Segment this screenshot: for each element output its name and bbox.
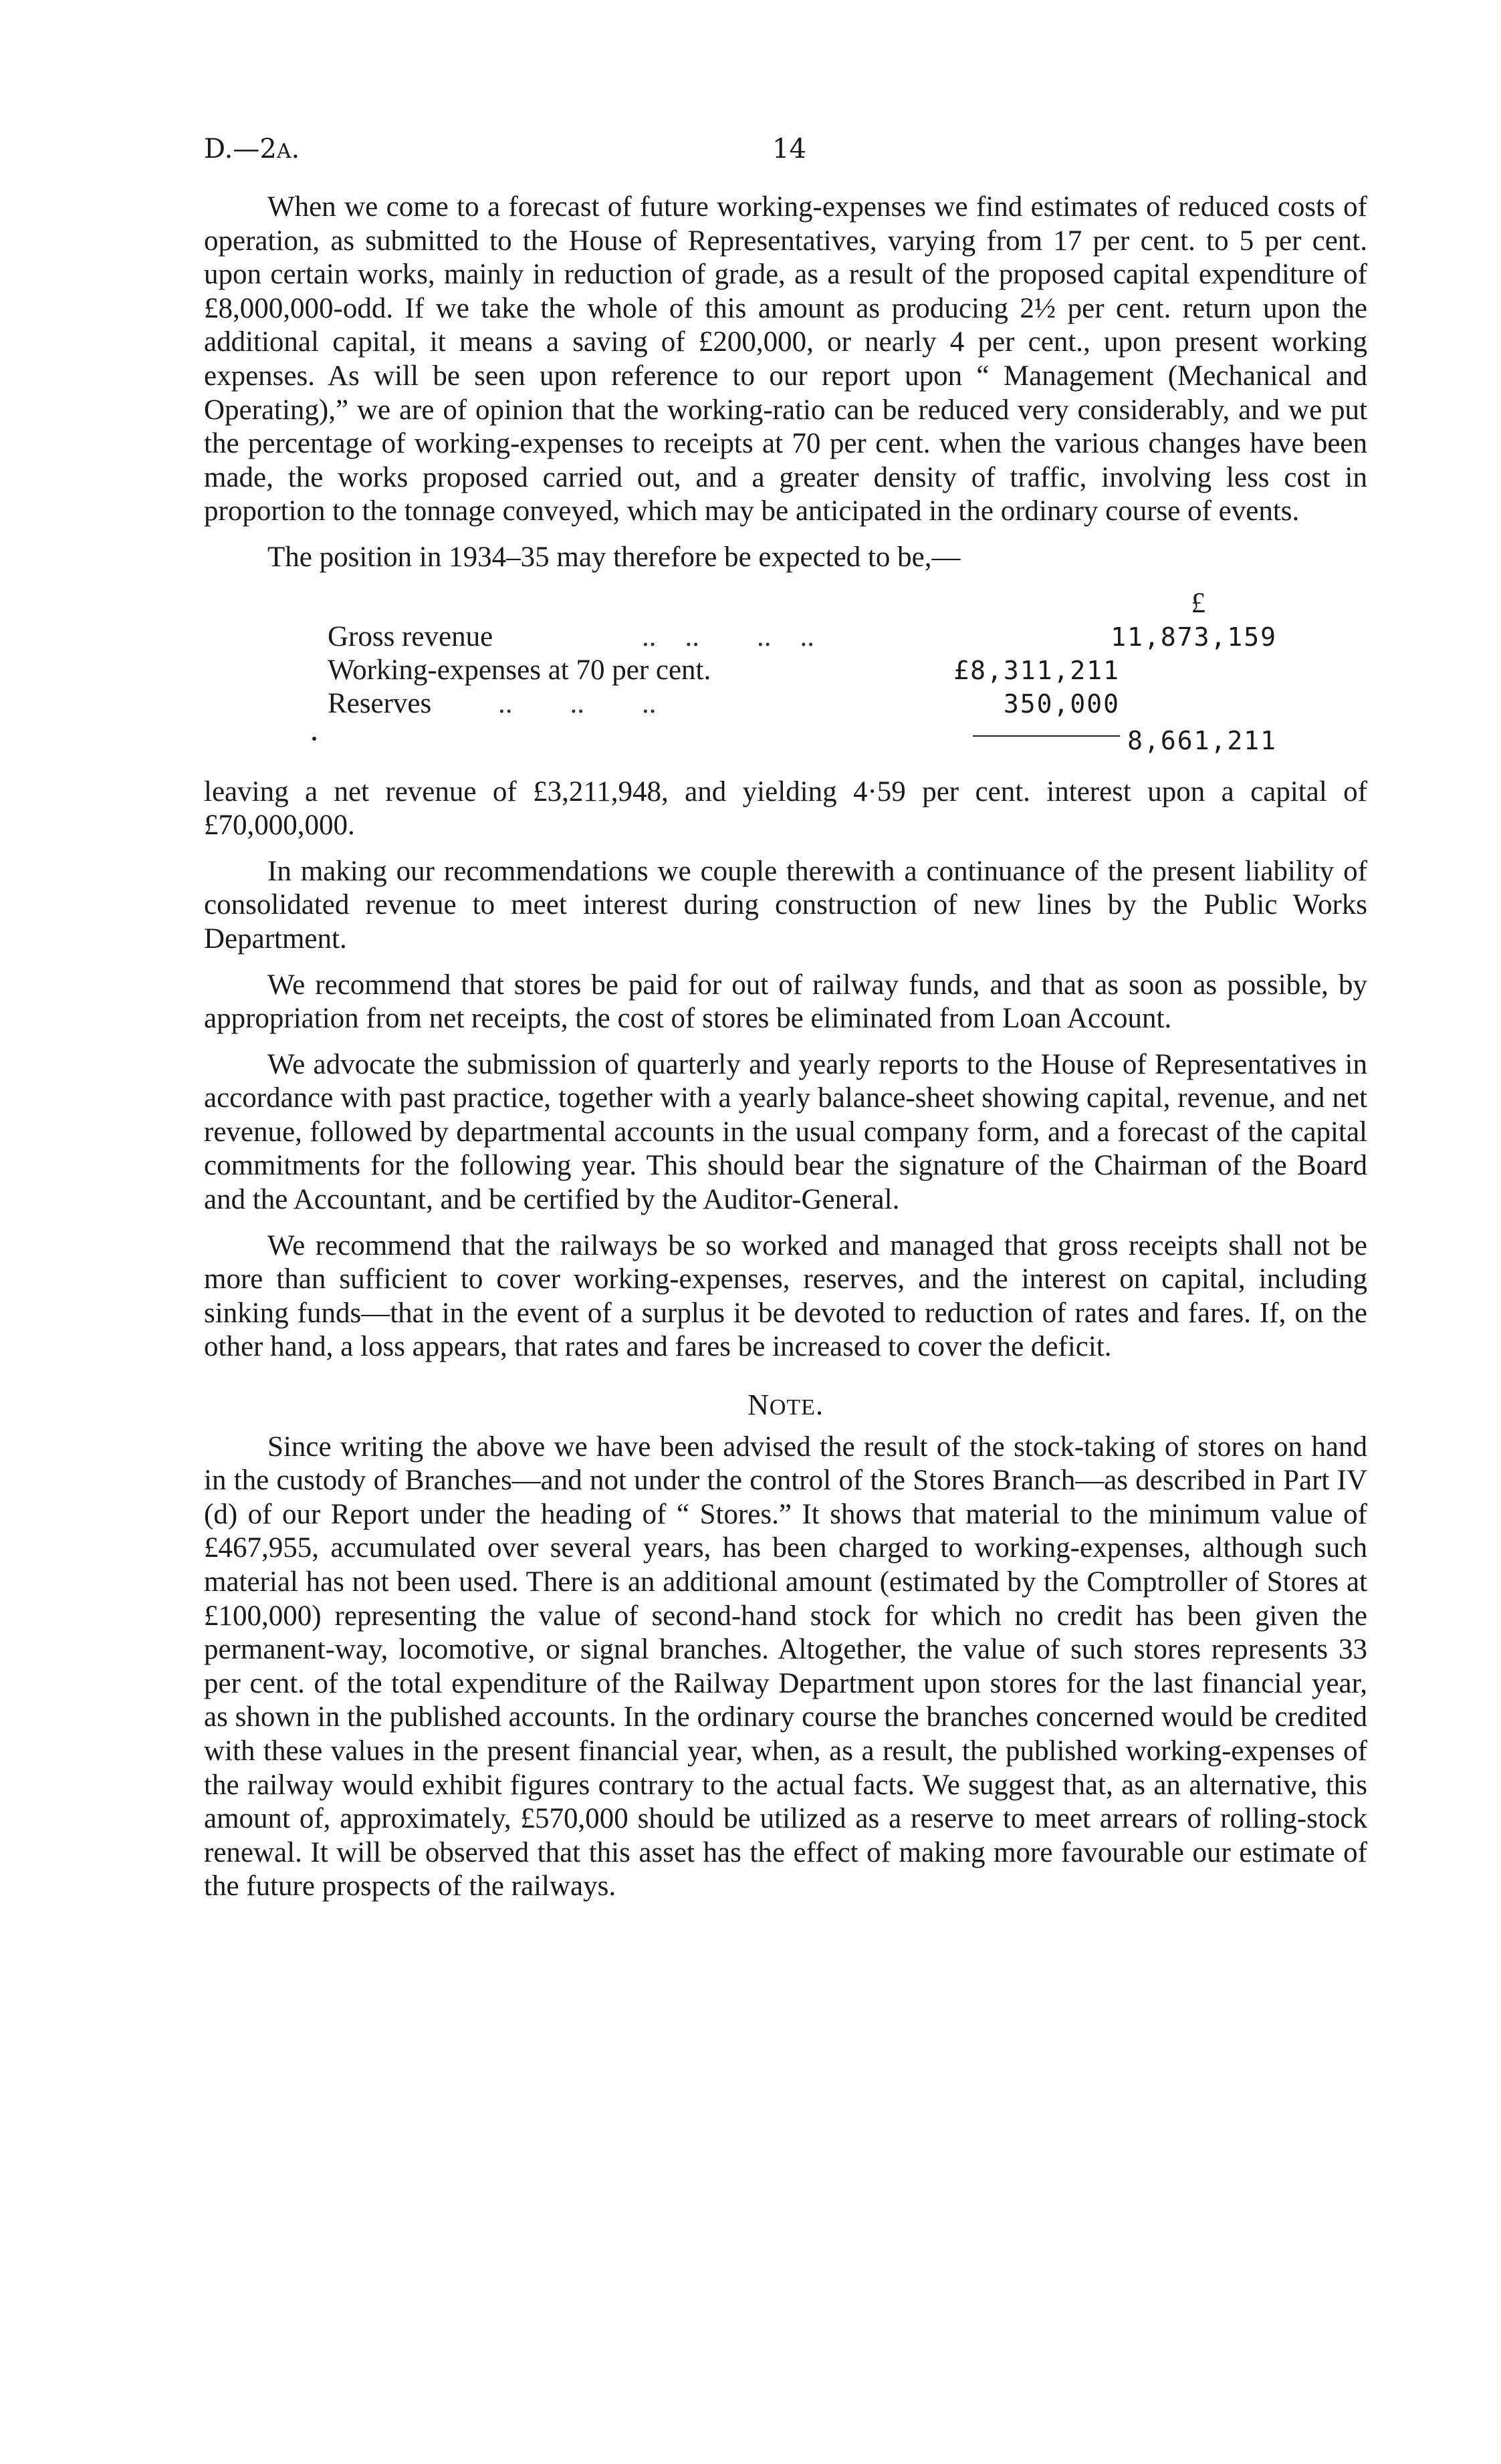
total-row <box>204 724 1367 757</box>
reserves-label: Reserves <box>328 687 432 719</box>
gross-revenue-label: Gross revenue <box>328 620 493 652</box>
currency-header-row <box>204 587 1367 620</box>
page-number: 14 <box>772 134 806 164</box>
document-body <box>204 191 1367 1916</box>
page-header <box>204 134 1361 174</box>
gross-revenue-row <box>204 620 1367 654</box>
paragraph-net-revenue: leaving a net revenue of £3,211,948, and yielding 4·59 per cent. interest upon a capital of £70,000,000. <box>204 775 1367 842</box>
gross-revenue-value: 11,873,159 <box>1111 622 1277 652</box>
paragraph-working: We recommend that the railways be so worked and managed that gross receipts shall not be more than sufficient to cover working-expenses, reserves, and the interest on capital, including sinking funds—that in the event of a surplus it be devoted to reduction of rates and fares. If, on the other hand, a loss appears, that rates and fares be increased to cover the deficit. <box>204 1229 1367 1363</box>
reserves-row <box>204 687 1367 721</box>
paragraph-forecast: When we come to a forecast of future working-expenses we find estimates of reduced costs of operation, as submitted to the House of Representatives, varying from 17 per cent. to 5 per cent. upon certain works, mainly in reduction of grade, as a result of the proposed capital expenditure of £8,000,000-odd. If we take the whole of this amount as producing 2½ per cent. return upon the additional capital, it means a saving of £200,000, or nearly 4 per cent., upon present working expenses. As will be seen upon reference to our report upon “ Management (Mechanical and Operating),” we are of opinion that the working-ratio can be reduced very considerably, and we put the percentage of working-expenses to receipts at 70 per cent. when the various changes have been made, the works proposed carried out, and a greater density of traffic, involving less cost in proportion to the tonnage conveyed, which may be anticipated in the ordinary course of events. <box>204 191 1367 527</box>
paragraph-stores: We recommend that stores be paid for out of railway funds, and that as soon as possible, by appropriation from net receipts, the cost of stores be eliminated from Loan Account. <box>204 969 1367 1035</box>
working-expenses-row <box>204 654 1367 687</box>
total-expenses-value: 8,661,211 <box>1127 725 1277 755</box>
leader-dots: .. .. .. .. <box>642 620 814 652</box>
currency-symbol: £ <box>1191 587 1207 619</box>
reserves-value: 350,000 <box>1003 689 1120 719</box>
paragraph-position-intro: The position in 1934–35 may therefore be expected to be,— <box>267 541 961 573</box>
financial-statement <box>204 587 1367 766</box>
paragraph-reports: We advocate the submission of quarterly and yearly reports to the House of Representatives in accordance with past practice, together with a yearly balance-sheet showing capital, revenue, and net revenue, followed by departmental accounts in the usual company form, and a forecast of the capital commitments for the following year. This should bear the signature of the Chairman of the Board and the Accountant, and be certified by the Auditor-General. <box>204 1048 1367 1216</box>
paragraph-recommendations: In making our recommendations we couple therewith a continuance of the present liability of consolidated revenue to meet interest during construction of new lines by the Public Works Department. <box>204 855 1367 955</box>
note-heading: NOTE. <box>747 1388 824 1422</box>
paragraph-note: Since writing the above we have been advised the result of the stock-taking of stores on hand in the custody of Branches—and not under the control of the Stores Branch—as described in Part IV (d) of our Report under the heading of “ Stores.” It shows that material to the minimum value of £467,955, accumulated over several years, has been charged to working-expenses, although such material has not been used. There is an additional amount (estimated by the Comptroller of Stores at £100,000) representing the value of second-hand stock for which no credit has been given the permanent-way, locomotive, or signal branches. Altogether, the value of such stores represents 33 per cent. of the total expenditure of the Railway Department upon stores for the last financial year, as shown in the published accounts. In the ordinary course the branches concerned would be credited with these values in the present financial year, when, as a result, the published working-expenses of the railway would exhibit figures contrary to the actual facts. We suggest that, as an alternative, this amount of, approximately, £570,000 should be utilized as a reserve to meet arrears of rolling-stock renewal. It will be observed that this asset has the effect of making more favourable our estimate of the future prospects of the railways. <box>204 1431 1367 1902</box>
working-expenses-value: £8,311,211 <box>953 655 1120 685</box>
working-expenses-label: Working-expenses at 70 per cent. <box>328 654 711 686</box>
leader-dots: .. .. .. <box>498 687 657 719</box>
document-reference: D.—2A. <box>204 134 300 164</box>
